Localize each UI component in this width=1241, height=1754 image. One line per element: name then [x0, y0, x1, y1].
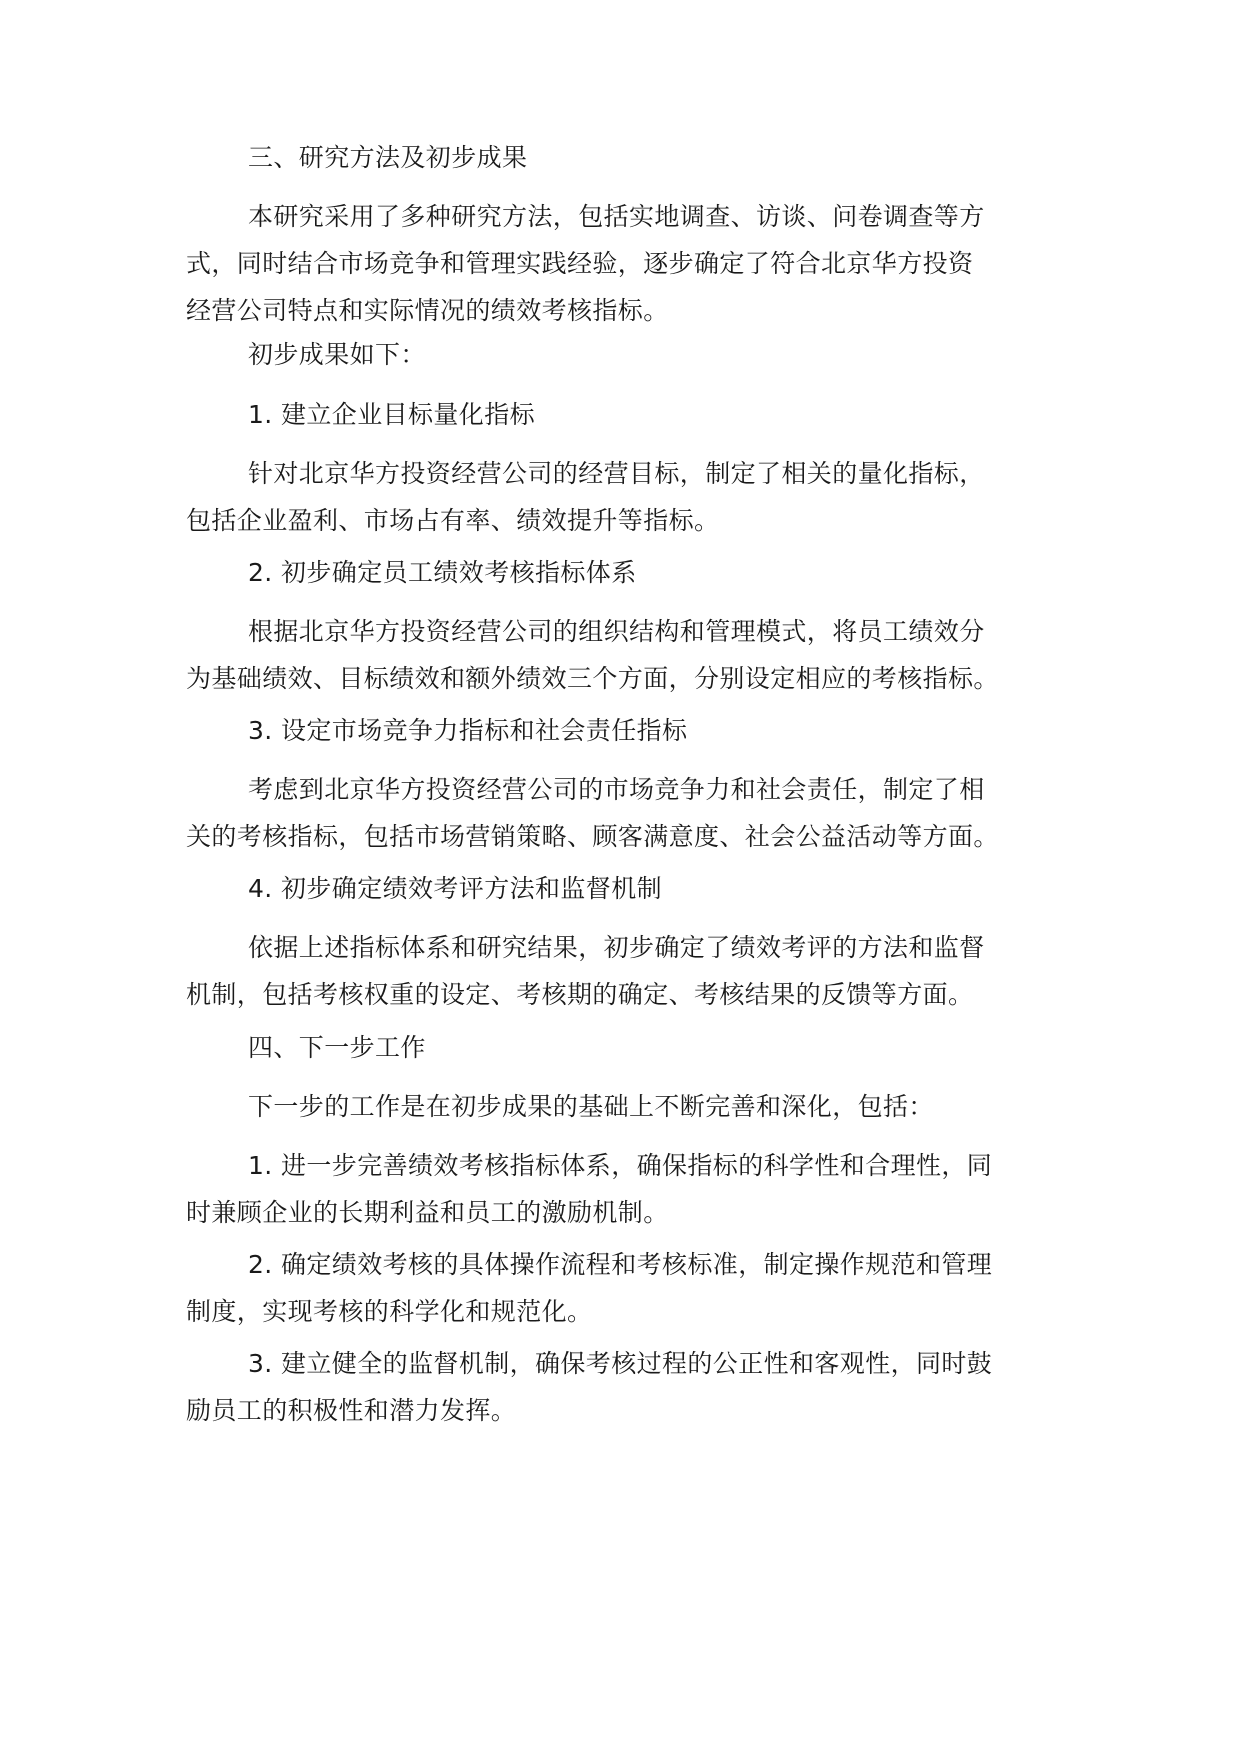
paragraph-line: 经营公司特点和实际情况的绩效考核指标。	[186, 296, 669, 325]
next-item-2	[186, 1241, 1066, 1335]
paragraph-line: 本研究采用了多种研究方法，包括实地调查、访谈、问卷调查等方	[248, 202, 985, 231]
paragraph-line: 机制，包括考核权重的设定、考核期的确定、考核结果的反馈等方面。	[186, 980, 974, 1009]
next-item-1	[186, 1142, 1066, 1236]
paragraph-line: 时兼顾企业的长期利益和员工的激励机制。	[186, 1198, 669, 1227]
paragraph-line: 依据上述指标体系和研究结果，初步确定了绩效考评的方法和监督	[248, 933, 985, 962]
paragraph-line: 下一步的工作是在初步成果的基础上不断完善和深化，包括：	[248, 1092, 934, 1121]
results-intro	[186, 331, 1066, 378]
heading-text: 四、下一步工作	[248, 1033, 426, 1062]
paragraph-line: 式，同时结合市场竞争和管理实践经验，逐步确定了符合北京华方投资	[186, 249, 974, 278]
list-item-title: 2. 初步确定员工绩效考核指标体系	[248, 558, 637, 587]
paragraph-line: 关的考核指标，包括市场营销策略、顾客满意度、社会公益活动等方面。	[186, 822, 999, 851]
list-item-title: 4. 初步确定绩效考评方法和监督机制	[248, 874, 663, 903]
methods-paragraph	[186, 193, 1066, 334]
next-item-3	[186, 1340, 1066, 1434]
result4-body	[186, 924, 1066, 1018]
paragraph-line: 3. 建立健全的监督机制，确保考核过程的公正性和客观性，同时鼓	[248, 1349, 993, 1378]
result4-title	[186, 865, 1066, 912]
result1-body	[186, 450, 1066, 544]
list-item-title: 3. 设定市场竞争力指标和社会责任指标	[248, 716, 688, 745]
paragraph-line: 根据北京华方投资经营公司的组织结构和管理模式，将员工绩效分	[248, 617, 985, 646]
list-item-title: 1. 建立企业目标量化指标	[248, 400, 536, 429]
paragraph-line: 包括企业盈利、市场占有率、绩效提升等指标。	[186, 506, 720, 535]
result3-title	[186, 707, 1066, 754]
result1-title	[186, 391, 1066, 438]
section4-heading	[186, 1024, 1066, 1071]
result2-body	[186, 608, 1066, 702]
paragraph-line: 制度，实现考核的科学化和规范化。	[186, 1297, 593, 1326]
paragraph-line: 考虑到北京华方投资经营公司的市场竞争力和社会责任，制定了相	[248, 775, 985, 804]
result3-body	[186, 766, 1066, 860]
paragraph-line: 初步成果如下：	[248, 340, 426, 369]
next-intro	[186, 1083, 1066, 1130]
paragraph-line: 2. 确定绩效考核的具体操作流程和考核标准，制定操作规范和管理	[248, 1250, 993, 1279]
paragraph-line: 针对北京华方投资经营公司的经营目标，制定了相关的量化指标，	[248, 459, 985, 488]
section3-heading	[186, 134, 1066, 181]
paragraph-line: 为基础绩效、目标绩效和额外绩效三个方面，分别设定相应的考核指标。	[186, 664, 999, 693]
result2-title	[186, 549, 1066, 596]
heading-text: 三、研究方法及初步成果	[248, 143, 528, 172]
paragraph-line: 1. 进一步完善绩效考核指标体系，确保指标的科学性和合理性，同	[248, 1151, 993, 1180]
paragraph-line: 励员工的积极性和潜力发挥。	[186, 1396, 517, 1425]
